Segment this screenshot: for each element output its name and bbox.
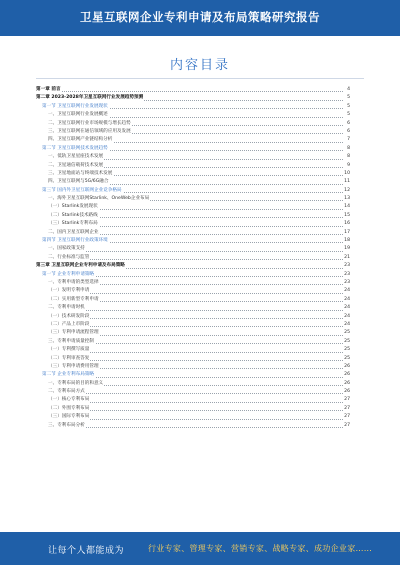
toc-entry-text: 二、卫星互联网行业市场规模与增长趋势: [48, 120, 132, 128]
toc-entry-page: 23: [343, 271, 350, 279]
toc-entry-page: 26: [343, 371, 350, 379]
toc-entry[interactable]: [36, 187, 350, 195]
toc-entry[interactable]: [36, 203, 350, 211]
toc-entry-text: 第二节 企业专利布局策略: [42, 371, 95, 379]
toc-leader-dots: [48, 393, 343, 394]
toc-entry[interactable]: [36, 287, 350, 295]
toc-entry[interactable]: [36, 153, 350, 161]
toc-entry-page: 8: [346, 145, 350, 153]
toc-entry-page: 8: [346, 153, 350, 161]
toc-entry[interactable]: [36, 396, 350, 404]
toc-entry-text: （二）实用新型专利申请: [48, 296, 100, 304]
toc-entry-page: 6: [346, 120, 350, 128]
toc-entry-page: 23: [343, 262, 350, 270]
toc-entry-text: 一、低轨卫星星座技术发展: [48, 153, 104, 161]
toc-entry-text: 二、卫星通信载荷技术发展: [48, 162, 104, 170]
toc-entry[interactable]: [36, 380, 350, 388]
toc-entry[interactable]: [36, 388, 350, 396]
toc-entry-page: 27: [343, 422, 350, 430]
toc-leader-dots: [48, 410, 343, 411]
toc-entry-page: 24: [343, 321, 350, 329]
toc-entry-page: 18: [343, 237, 350, 245]
toc-entry-page: 21: [343, 254, 350, 262]
toc-leader-dots: [48, 310, 343, 311]
toc-entry-text: （一）专利撰写质量: [48, 346, 90, 354]
toc-leader-dots: [48, 326, 343, 327]
toc-entry-text: （三）国际专利布局: [48, 413, 90, 421]
toc-entry-page: 9: [346, 162, 350, 170]
toc-entry-page: 24: [343, 313, 350, 321]
toc-entry-page: 24: [343, 287, 350, 295]
toc-leader-dots: [48, 259, 343, 260]
toc-entry-text: 第二节 卫星互联网技术发展趋势: [42, 145, 109, 153]
toc-entry[interactable]: [36, 128, 350, 136]
footer-slogan: 让每个人都能成为: [48, 546, 125, 556]
toc-entry-text: 三、卫星地面站与终端技术发展: [48, 170, 113, 178]
toc-entry-page: 13: [343, 195, 350, 203]
footer-tagline: 行业专家、管理专家、营销专家、战略专家、成功企业家……: [148, 544, 373, 553]
toc-entry-text: （二）Starlink技术路线: [48, 212, 99, 220]
toc-entry-text: （一）Starlink发展现状: [48, 203, 99, 211]
toc-entry-page: 26: [343, 380, 350, 388]
toc-entry[interactable]: [36, 245, 350, 253]
toc-entry[interactable]: [36, 338, 350, 346]
toc-entry-text: 一、海外卫星互联网Starlink、OneWeb企业布局: [48, 195, 150, 203]
toc-entry[interactable]: [36, 145, 350, 153]
toc-entry-text: 第一节 卫星互联网行业发展现状: [42, 103, 109, 111]
toc-leader-dots: [48, 251, 343, 252]
toc-entry-text: （二）专利审查答复: [48, 355, 90, 363]
toc-entry-page: 27: [343, 396, 350, 404]
toc-entry-page: 16: [343, 220, 350, 228]
toc-entry-page: 23: [343, 279, 350, 287]
table-of-contents: [36, 86, 350, 430]
toc-entry-text: （三）Starlink专利布局: [48, 220, 99, 228]
toc-entry-page: 24: [343, 296, 350, 304]
toc-entry-page: 27: [343, 413, 350, 421]
toc-entry-text: 第三节 国内外卫星互联网企业竞争格局: [42, 187, 123, 195]
toc-entry[interactable]: [36, 254, 350, 262]
toc-entry-page: 6: [346, 128, 350, 136]
toc-entry-page: 26: [343, 388, 350, 396]
toc-leader-dots: [48, 318, 343, 319]
toc-entry[interactable]: [36, 170, 350, 178]
toc-entry-page: 24: [343, 304, 350, 312]
toc-entry[interactable]: [36, 279, 350, 287]
toc-entry-text: 第四节 卫星互联网行业政策环境: [42, 237, 109, 245]
toc-entry[interactable]: [36, 405, 350, 413]
toc-entry[interactable]: [36, 136, 350, 144]
toc-entry-text: 一、专利布局的目的和意义: [48, 380, 104, 388]
toc-heading: 内容目录: [169, 58, 230, 73]
toc-entry-text: （三）专利申请流程管理: [48, 329, 100, 337]
toc-entry[interactable]: [36, 321, 350, 329]
toc-entry-page: 5: [346, 94, 350, 102]
toc-entry[interactable]: [36, 212, 350, 220]
toc-entry[interactable]: [36, 363, 350, 371]
toc-entry-text: 一、专利申请的类型选择: [48, 279, 100, 287]
toc-entry-page: 5: [346, 103, 350, 111]
toc-entry[interactable]: [36, 313, 350, 321]
toc-entry-text: 四、卫星互联网产业链结构分析: [48, 136, 113, 144]
toc-entry-page: 15: [343, 212, 350, 220]
toc-entry-page: 17: [343, 229, 350, 237]
toc-entry-text: 二、行业标准与监管: [48, 254, 90, 262]
toc-entry[interactable]: [36, 229, 350, 237]
toc-entry-text: 第一章 前言: [36, 86, 62, 94]
toc-entry[interactable]: [36, 195, 350, 203]
toc-entry-text: 二、国内卫星互联网企业: [48, 229, 100, 237]
toc-entry-text: 一、国家政策支持: [48, 245, 86, 253]
toc-entry-text: （三）专利申请费用管理: [48, 363, 100, 371]
toc-leader-dots: [36, 91, 343, 92]
toc-entry[interactable]: [36, 329, 350, 337]
report-title: 卫星互联网企业专利申请及布局策略研究报告: [80, 10, 320, 24]
toc-entry-text: 三、专利申请质量控制: [48, 338, 95, 346]
toc-entry-page: 11: [343, 178, 350, 186]
toc-entry-text: （二）产品上市阶段: [48, 321, 90, 329]
toc-entry-text: 三、专利布局分析: [48, 422, 86, 430]
toc-entry[interactable]: [36, 220, 350, 228]
toc-entry[interactable]: [36, 422, 350, 430]
toc-entry-text: 一、卫星互联网行业发展概述: [48, 111, 109, 119]
toc-leader-dots: [48, 360, 343, 361]
toc-entry[interactable]: [36, 94, 350, 102]
toc-entry[interactable]: [36, 262, 350, 270]
toc-entry[interactable]: [36, 271, 350, 279]
toc-entry[interactable]: [36, 296, 350, 304]
toc-entry-text: 三、卫星互联网在通信领域的应用及发展: [48, 128, 132, 136]
toc-entry[interactable]: [36, 111, 350, 119]
toc-entry[interactable]: [36, 162, 350, 170]
toc-entry-page: 5: [346, 111, 350, 119]
toc-entry-page: 7: [346, 136, 350, 144]
toc-entry[interactable]: [36, 237, 350, 245]
toc-entry-page: 14: [343, 203, 350, 211]
toc-leader-dots: [48, 419, 343, 420]
page-footer: [0, 532, 400, 565]
toc-entry[interactable]: [36, 413, 350, 421]
toc-entry-text: 第三章 卫星互联网企业专利申请及布局策略: [36, 262, 126, 270]
toc-entry-page: 25: [343, 338, 350, 346]
toc-entry-text: （二）外围专利布局: [48, 405, 90, 413]
toc-entry-page: 25: [343, 346, 350, 354]
toc-entry-text: 第一节 企业专利申请策略: [42, 271, 95, 279]
toc-entry-page: 25: [343, 355, 350, 363]
toc-entry-text: 四、卫星互联网与5G/6G融合: [48, 178, 109, 186]
toc-entry[interactable]: [36, 103, 350, 111]
toc-entry[interactable]: [36, 355, 350, 363]
toc-entry-page: 19: [343, 245, 350, 253]
toc-leader-dots: [48, 352, 343, 353]
toc-entry[interactable]: [36, 371, 350, 379]
toc-entry-page: 12: [343, 187, 350, 195]
toc-entry[interactable]: [36, 346, 350, 354]
page-header: [0, 0, 400, 36]
toc-leader-dots: [48, 427, 343, 428]
toc-entry-page: 25: [343, 329, 350, 337]
toc-entry-text: 第二章 2023-2028年卫星互联网行业发展趋势预测: [36, 94, 144, 102]
toc-entry-text: （一）技术研发阶段: [48, 313, 90, 321]
toc-entry-page: 27: [343, 405, 350, 413]
toc-entry-text: （一）核心专利布局: [48, 396, 90, 404]
toc-leader-dots: [48, 402, 343, 403]
toc-entry-page: 26: [343, 363, 350, 371]
toc-entry-page: 4: [346, 86, 350, 94]
toc-leader-dots: [48, 293, 343, 294]
toc-entry-text: 二、专利申请时机: [48, 304, 86, 312]
toc-entry-page: 10: [343, 170, 350, 178]
toc-entry[interactable]: [36, 304, 350, 312]
toc-entry-text: （一）发明专利申请: [48, 287, 90, 295]
toc-entry[interactable]: [36, 178, 350, 186]
toc-entry-text: 二、专利布局方式: [48, 388, 86, 396]
toc-entry[interactable]: [36, 120, 350, 128]
toc-divider: [36, 78, 364, 79]
toc-entry[interactable]: [36, 86, 350, 94]
